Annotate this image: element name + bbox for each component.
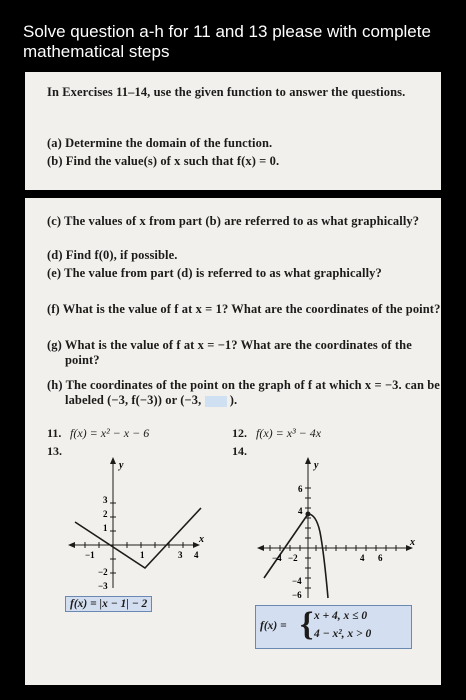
questions-card xyxy=(25,198,441,685)
graph-14-x-arrow-left xyxy=(257,545,264,551)
graph-13-function-label: f(x) = |x − 1| − 2 xyxy=(65,596,152,612)
graph-14-x-tick-label: 4 xyxy=(360,553,365,563)
graph-14-y-tick-label: 4 xyxy=(298,506,303,516)
graph-13-y-tick-label: 1 xyxy=(103,523,108,533)
graph-14-y-tick-label: −6 xyxy=(292,590,302,600)
graph-13-x-label: x xyxy=(199,534,204,545)
graph-14-line-piece xyxy=(264,514,308,578)
graph-14 xyxy=(250,448,420,628)
question-header: Solve question a-h for 11 and 13 please with complete mathematical steps xyxy=(23,22,431,61)
question-e: (e) The value from part (d) is referred to as what graphically? xyxy=(47,266,382,280)
question-f: (f) What is the value of f at x = 1? What are the coordinates of the point? xyxy=(47,302,441,316)
graph-14-x-tick-label: −4 xyxy=(272,553,282,563)
graph-14-y-label: y xyxy=(314,460,319,471)
graph-13-y-arrow xyxy=(110,457,116,464)
instructions-card xyxy=(25,72,441,190)
question-h-text: (h) The coordinates of the point on the graph of f at which x = −3. can be labeled (−3, f(−3)) or (−3, xyxy=(47,378,440,407)
graph-14-parabola-piece xyxy=(308,514,328,598)
graph-14-x-label: x xyxy=(410,537,415,548)
graph-13-y-tick-label: 3 xyxy=(103,495,108,505)
brace-icon: { xyxy=(300,606,314,643)
graph-13-x-tick-label: 4 xyxy=(194,550,199,560)
question-h-end: ). xyxy=(229,393,238,407)
graph-14-x-tick-label: 6 xyxy=(378,553,383,563)
exercise-11-function: f(x) = x² − x − 6 xyxy=(70,426,150,440)
question-g: (g) What is the value of f at x = −1? What are the coordinates of the point? xyxy=(47,338,412,367)
question-b: (b) Find the value(s) of x such that f(x) = 0. xyxy=(47,154,280,168)
graph-14-piece-1: x + 4, x ≤ 0 xyxy=(314,610,368,622)
graph-13-x-tick-label: −1 xyxy=(85,550,95,560)
graph-13-y-tick-label: −3 xyxy=(98,581,108,591)
exercise-12-number: 12. xyxy=(232,426,247,440)
graph-14-function-lhs: f(x) = xyxy=(260,620,287,632)
graph-14-y-tick-label: 6 xyxy=(298,484,303,494)
graph-13-y-tick-label: 2 xyxy=(103,509,108,519)
graph-13-x-tick-label: 1 xyxy=(140,550,145,560)
exercise-12-function: f(x) = x³ − 4x xyxy=(256,426,322,440)
question-h xyxy=(47,378,445,408)
question-c: (c) The values of x from part (b) are referred to as what graphically? xyxy=(47,214,420,228)
graph-14-piece-2: 4 − x², x > 0 xyxy=(314,628,372,640)
question-d: (d) Find f(0), if possible. xyxy=(47,248,178,262)
exercise-11-number: 11. xyxy=(47,426,62,440)
exercise-13-number: 13. xyxy=(47,444,62,458)
graph-14-function-label xyxy=(255,605,412,649)
graph-13-y-tick-label: −2 xyxy=(98,567,108,577)
graph-13-x-arrow-left xyxy=(68,542,75,548)
question-a: (a) Determine the domain of the function. xyxy=(47,136,273,150)
graph-14-y-arrow xyxy=(305,457,311,464)
graph-14-y-tick-label: −4 xyxy=(292,576,302,586)
instructions-intro: In Exercises 11–14, use the given function to answer the questions. xyxy=(47,85,406,99)
exercise-14-number: 14. xyxy=(232,444,247,458)
graph-13-x-tick-label: 3 xyxy=(178,550,183,560)
graph-14-x-tick-label: −2 xyxy=(288,553,298,563)
answer-blank xyxy=(205,396,227,407)
graph-13-y-label: y xyxy=(119,460,124,471)
